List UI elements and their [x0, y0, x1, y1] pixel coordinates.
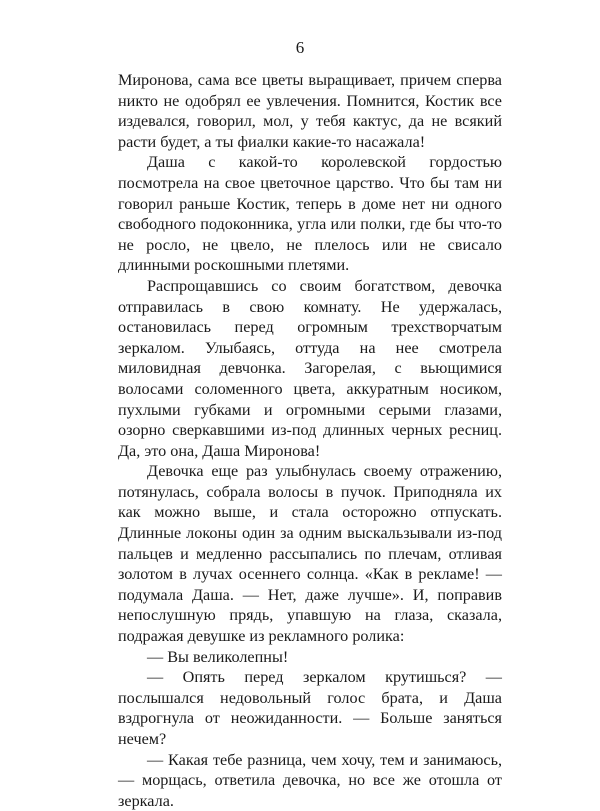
dialogue-line: — Вы великолепны!	[147, 647, 289, 666]
dialogue-line: — Опять перед зеркалом крутишься? — послышался недовольный голос брата, и Даша вздрогнула от неожиданности. — Больше заняться нечем?	[118, 668, 502, 748]
dialogue-line: — Какая тебе разница, чем хочу, тем и занимаюсь, — морщась, ответила девочка, но все же отошла от зеркала.	[118, 750, 502, 810]
body-text	[118, 70, 502, 811]
paragraph: Миронова, сама все цветы выращивает, причем сперва никто не одобрял ее увлечения. Помнится, Костик все издевался, говорил, мол, у тебя кактус, да не всякий расти будет, а ты фиалки какие-то насажала!	[118, 71, 502, 151]
paragraph: Распрощавшись со своим богатством, девочка отправилась в свою комнату. Не удержалась, остановилась перед огромным трехстворчатым зеркалом. Улыбаясь, оттуда на нее смотрела миловидная девчонка. Загорелая, с вьющимися волосами соломенного цвета, аккуратным носиком, пухлыми губками и огромными серыми глазами, озорно сверкавшими из-под длинных черных ресниц. Да, это она, Даша Миронова!	[118, 276, 502, 460]
page-number: 6	[295, 38, 305, 57]
paragraph: Девочка еще раз улыбнулась своему отражению, потянулась, собрала волосы в пучок. Приподняла их как можно выше, и стала осторожно отпускать. Длинные локоны один за одним выскальзывали из-под пальцев и медленно рассыпались по плечам, отливая золотом в лучах осеннего солнца. «Как в рекламе! — подумала Даша. — Нет, даже лучше». И, поправив непослушную прядь, упавшую на глаза, сказала, подражая девушке из рекламного ролика:	[118, 462, 502, 646]
paragraph: Даша с какой-то королевской гордостью посмотрела на свое цветочное царство. Что бы там ни говорил раньше Костик, теперь в доме нет ни одного свободного подоконника, угла или полки, где бы что-то не росло, не цвело, не плелось или не свисало длинными роскошными плетями.	[118, 153, 502, 275]
